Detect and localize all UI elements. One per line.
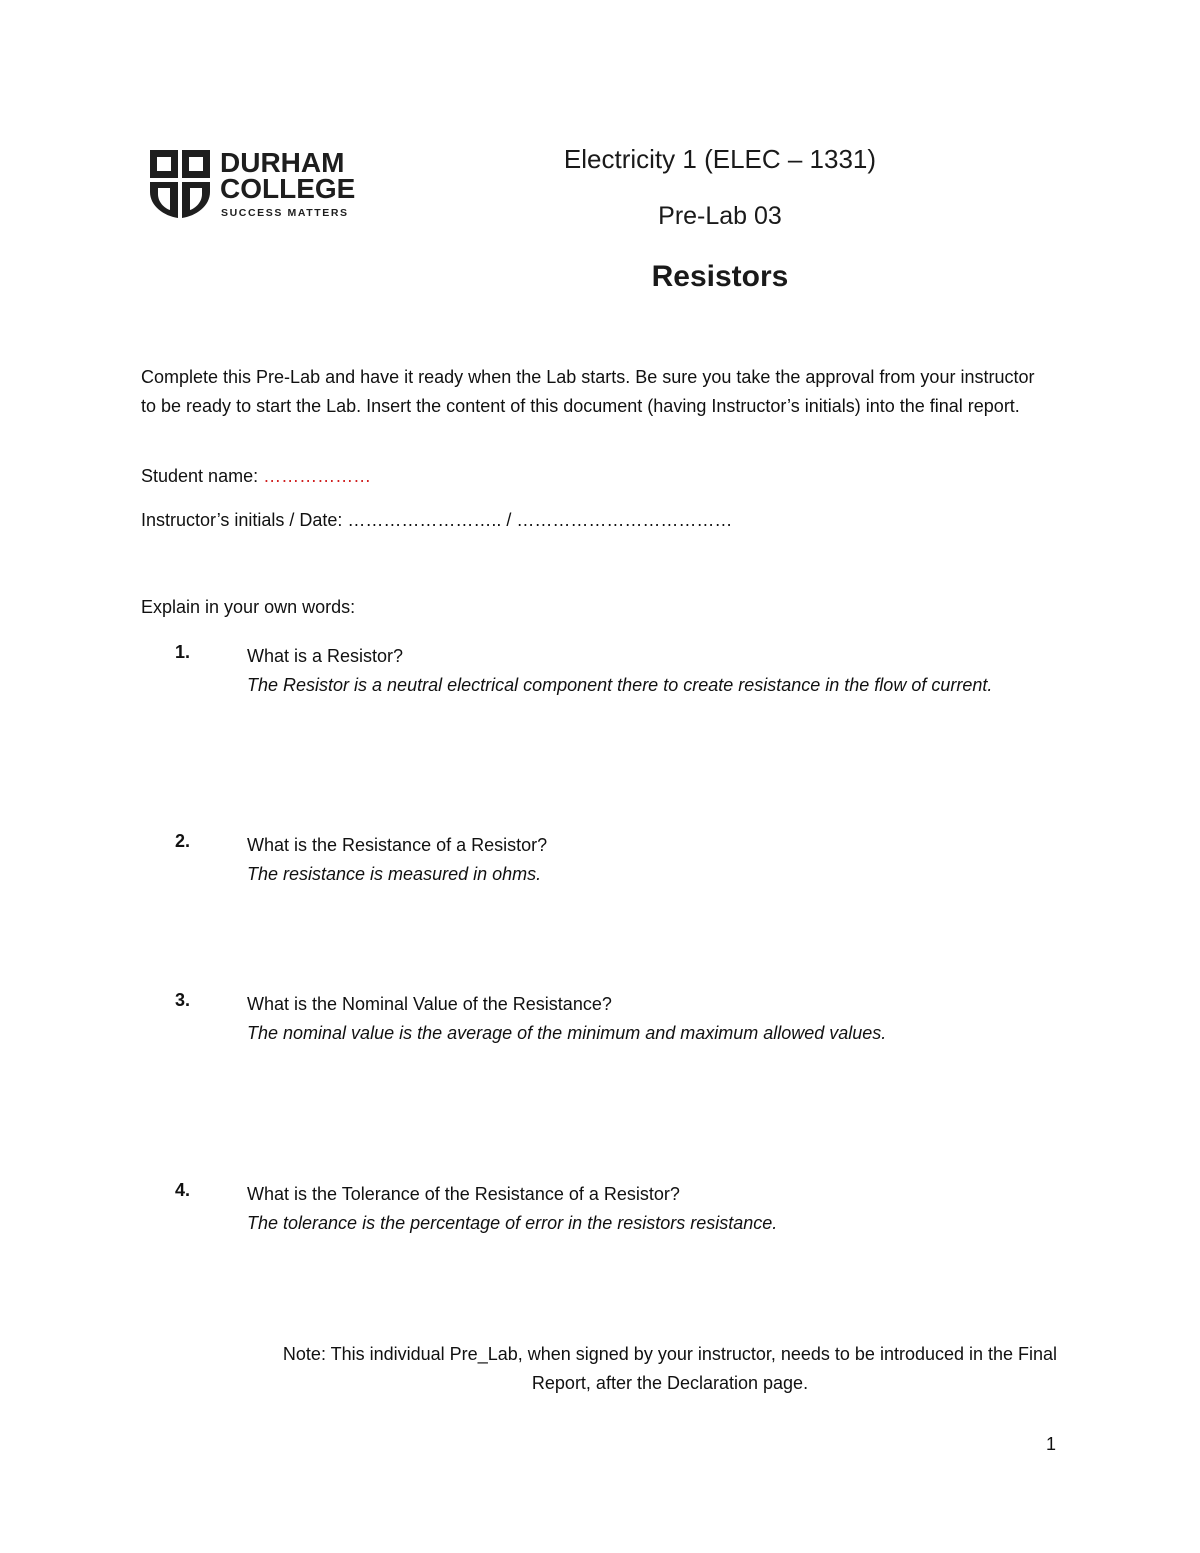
intro-paragraph: Complete this Pre-Lab and have it ready when the Lab starts. Be sure you take the approval from your instructor to be ready to start the Lab. Insert the content of this document (having Instructor’s initials) into the final report.: [141, 367, 1035, 416]
answer-text: The resistance is measured in ohms.: [247, 863, 542, 884]
answer-text: The nominal value is the average of the minimum and maximum allowed values.: [247, 1022, 887, 1043]
durham-college-logo-icon: [150, 146, 360, 222]
durham-college-logo: [150, 146, 360, 222]
question-number: 3.: [175, 990, 191, 1010]
question-text: What is the Nominal Value of the Resistance?: [247, 994, 612, 1014]
question-text: What is the Resistance of a Resistor?: [247, 835, 548, 855]
logo-name-line2: COLLEGE: [220, 173, 356, 204]
student-name-line: [141, 466, 371, 487]
course-title: Electricity 1 (ELEC – 1331): [563, 144, 877, 174]
logo-tagline: SUCCESS MATTERS: [221, 207, 349, 219]
logo-name-line1: DURHAM: [220, 147, 345, 178]
student-name-value: ………………: [263, 466, 372, 486]
note-paragraph: Note: This individual Pre_Lab, when signed by your instructor, needs to be introduced in the Final Report, after the Declaration page.: [282, 1344, 1058, 1393]
instructor-initials-value: …………………….. / ………………………………: [347, 510, 733, 530]
document-title: Resistors: [651, 260, 789, 293]
question-number: 4.: [175, 1180, 191, 1200]
question-text: What is a Resistor?: [247, 646, 404, 666]
lab-number: Pre-Lab 03: [658, 202, 782, 230]
answer-text: The tolerance is the percentage of error in the resistors resistance.: [247, 1212, 778, 1233]
answer-text: The Resistor is a neutral electrical component there to create resistance in the flow of current.: [247, 674, 993, 695]
page-number: 1: [1046, 1434, 1057, 1454]
question-number: 2.: [175, 831, 191, 851]
explain-prompt: Explain in your own words:: [141, 597, 356, 617]
instructor-initials-label: Instructor’s initials / Date:: [141, 510, 348, 530]
question-text: What is the Tolerance of the Resistance of a Resistor?: [247, 1184, 680, 1204]
instructor-initials-line: [141, 510, 732, 531]
student-name-label: Student name:: [141, 466, 264, 486]
question-number: 1.: [175, 642, 191, 662]
